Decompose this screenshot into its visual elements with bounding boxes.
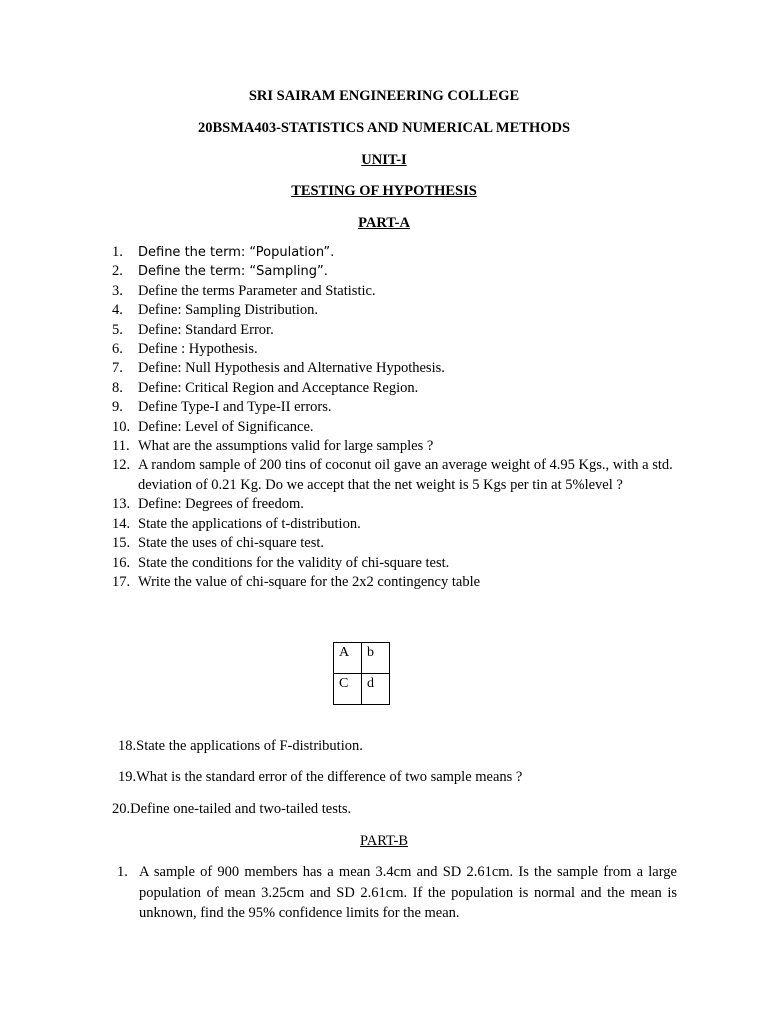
question-text: Define: Standard Error. <box>138 321 274 338</box>
question-number: 10. <box>112 418 131 435</box>
question-number: 8. <box>112 379 123 396</box>
unit-title: UNIT-I <box>361 152 407 168</box>
part-b-title: PART-B <box>359 833 409 849</box>
question-text: Define: Sampling Distribution. <box>138 302 319 319</box>
question-number: 1. <box>112 244 123 260</box>
question-19: 19.What is the standard error of the difference of two sample means ? <box>118 769 523 785</box>
question-number: 11. <box>112 438 130 455</box>
question-text: Define: Degrees of freedom. <box>138 496 304 513</box>
question-text: What are the assumptions valid for large samples ? <box>138 438 434 455</box>
question-text: A random sample of 200 tins of coconut oil gave an average weight of 4.95 Kgs., with a std. deviation of 0.21 Kg. Do we accept that the net weight is 5 Kgs per tin at 5%level ? <box>138 457 673 493</box>
question-number: 9. <box>112 399 123 416</box>
table-cell: b <box>362 643 390 674</box>
question-18: 18.State the applications of F-distribution. <box>118 738 363 754</box>
question-item <box>112 243 712 262</box>
question-number: 13. <box>112 496 131 513</box>
question-item <box>112 379 712 398</box>
question-item <box>112 340 712 359</box>
table-row <box>334 674 390 705</box>
question-number: 16. <box>112 554 131 571</box>
table-cell: d <box>362 674 390 705</box>
question-item <box>112 282 712 301</box>
question-text: Write the value of chi-square for the 2x2 contingency table <box>138 573 481 590</box>
question-number: 1. <box>117 864 128 880</box>
question-text: Define: Critical Region and Acceptance Region. <box>138 379 419 396</box>
question-text: State the uses of chi-square test. <box>138 535 325 552</box>
course-title: 20BSMA403-STATISTICS AND NUMERICAL METHODS <box>197 120 571 136</box>
question-item <box>112 262 712 281</box>
question-item <box>112 573 712 592</box>
question-item <box>112 321 712 340</box>
question-number: 12. <box>112 457 131 474</box>
question-item <box>112 437 712 456</box>
question-text: Define the terms Parameter and Statistic. <box>138 282 376 299</box>
question-item <box>112 534 712 553</box>
question-text: State the conditions for the validity of chi-square test. <box>138 554 450 571</box>
table-cell: A <box>334 643 362 674</box>
contingency-table <box>333 642 390 705</box>
question-number: 3. <box>112 282 123 299</box>
question-item <box>112 359 712 378</box>
part-a-title: PART-A <box>358 215 410 231</box>
question-number: 7. <box>112 360 123 377</box>
question-number: 5. <box>112 321 123 338</box>
question-item <box>112 398 712 417</box>
question-number: 14. <box>112 515 131 532</box>
question-number: 17. <box>112 573 131 590</box>
table-row <box>334 643 390 674</box>
question-item <box>112 456 712 495</box>
college-name: SRI SAIRAM ENGINEERING COLLEGE <box>248 88 520 104</box>
question-text: Define the term: “Population”. <box>138 245 335 260</box>
topic-title: TESTING OF HYPOTHESIS <box>291 183 477 199</box>
question-20: 20.Define one-tailed and two-tailed tests. <box>112 801 352 817</box>
question-item <box>112 495 712 514</box>
part-b-question <box>117 862 677 924</box>
table-cell: C <box>334 674 362 705</box>
question-item <box>112 554 712 573</box>
question-item <box>112 418 712 437</box>
question-text: Define : Hypothesis. <box>138 341 258 358</box>
question-text: Define: Level of Significance. <box>138 418 314 435</box>
question-number: 15. <box>112 535 131 552</box>
question-text: Define: Null Hypothesis and Alternative Hypothesis. <box>138 360 445 377</box>
question-text: Define the term: “Sampling”. <box>138 264 328 280</box>
question-number: 4. <box>112 302 123 319</box>
part-a-question-list <box>112 243 712 592</box>
question-text: A sample of 900 members has a mean 3.4cm and SD 2.61cm. Is the sample from a large population of mean 3.25cm and SD 2.61cm. If the population is normal and the mean is unknown, find the 95% confidence limits for the mean. <box>139 864 677 921</box>
question-number: 6. <box>112 341 123 358</box>
question-number: 2. <box>112 263 123 280</box>
question-item <box>112 515 712 534</box>
question-text: State the applications of t-distribution. <box>138 515 361 532</box>
question-item <box>112 301 712 320</box>
question-text: Define Type-I and Type-II errors. <box>138 399 332 416</box>
